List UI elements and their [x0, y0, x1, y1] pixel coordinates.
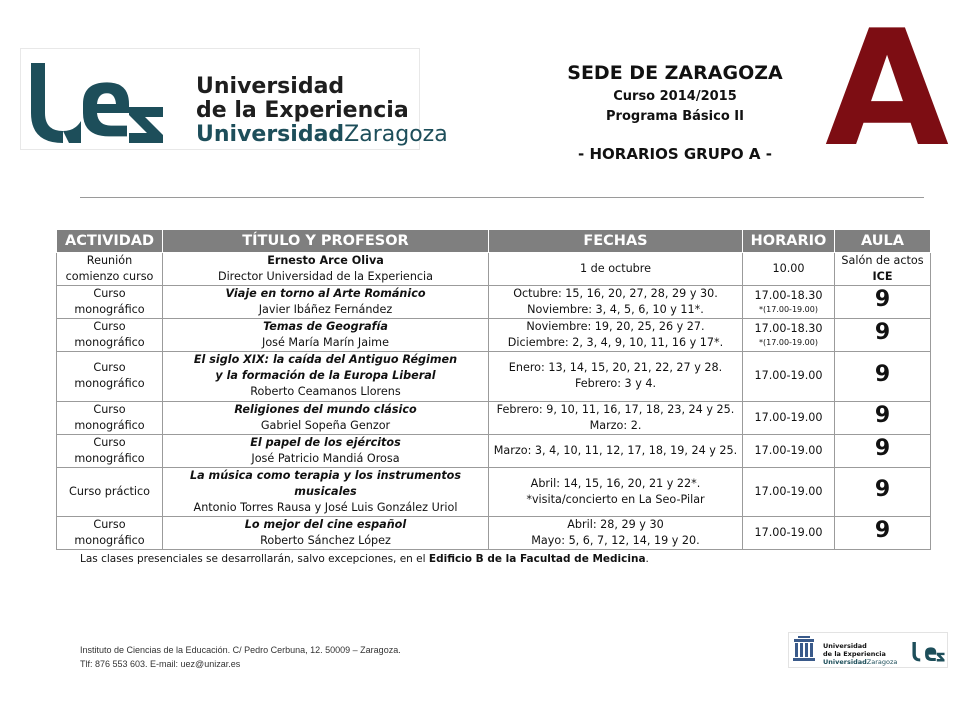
curso-subtitle: Curso 2014/2015	[613, 89, 737, 104]
activity-cell	[57, 401, 163, 434]
dates-text: Noviembre: 19, 20, 25, 26 y 27.	[526, 319, 705, 333]
activity-cell	[57, 467, 163, 516]
schedule-cell	[743, 318, 835, 351]
activity-text: monográfico	[74, 302, 145, 316]
title-cell	[163, 516, 489, 549]
title-cell	[163, 467, 489, 516]
activity-cell	[57, 516, 163, 549]
table-row	[57, 516, 931, 549]
schedule-text: 17.00-19.00	[754, 410, 823, 424]
course-title: El siglo XIX: la caída del Antiguo Régimen	[193, 353, 458, 366]
room-cell	[835, 467, 931, 516]
schedule-cell	[743, 467, 835, 516]
schedule-cell	[743, 351, 835, 401]
course-title: y la formación de la Europa Liberal	[215, 369, 436, 382]
schedule-cell	[743, 285, 835, 318]
room-number: 9	[874, 477, 891, 502]
activity-text: Curso	[93, 361, 126, 374]
note-building: Edificio B de la Facultad de Medicina	[428, 553, 646, 565]
dates-cell	[489, 516, 743, 549]
dates-text: Diciembre: 2, 3, 4, 9, 10, 11, 16 y 17*.	[507, 335, 724, 349]
title-cell	[163, 434, 489, 467]
logo-text-line3	[196, 123, 448, 147]
activity-text: Curso	[93, 517, 126, 531]
schedule-text: 17.00-19.00	[754, 443, 823, 457]
footer-logo-line3-bold: Universidad	[823, 658, 867, 666]
footer-logo-line2: de la Experiencia	[823, 650, 886, 658]
dates-text: Abril: 28, 29 y 30	[567, 517, 664, 531]
activity-cell	[57, 351, 163, 401]
room-cell	[835, 318, 931, 351]
uez-small-logo-icon	[911, 638, 945, 664]
dates-text: Noviembre: 3, 4, 5, 6, 10 y 11*.	[527, 302, 704, 316]
schedule-cell	[743, 434, 835, 467]
room-cell	[835, 434, 931, 467]
professor-name: Roberto Sánchez López	[260, 533, 391, 547]
activity-cell	[57, 318, 163, 351]
dates-cell	[489, 318, 743, 351]
title-cell	[163, 318, 489, 351]
room-number: 9	[874, 518, 891, 543]
activity-text: comienzo curso	[65, 269, 154, 283]
activity-cell	[57, 285, 163, 318]
uez-logo-icon	[25, 55, 165, 145]
activity-text: Curso práctico	[69, 484, 150, 498]
activity-text: monográfico	[74, 377, 145, 390]
schedule-note: *(17.00-19.00)	[759, 305, 818, 314]
professor-name: Antonio Torres Rausa y José Luis González Uriol	[193, 500, 458, 514]
logo-text-line2: de la Experiencia	[196, 98, 409, 123]
schedule-text: 17.00-18.30	[754, 289, 823, 302]
professor-name: Javier Ibáñez Fernández	[258, 302, 393, 316]
table-row	[57, 401, 931, 434]
activity-text: monográfico	[74, 451, 145, 465]
room-cell	[835, 516, 931, 549]
table-row	[57, 434, 931, 467]
room-text: Salón de actos	[841, 253, 924, 267]
activity-text: monográfico	[74, 335, 145, 349]
group-letter: A	[825, 0, 949, 182]
activity-text: Reunión	[86, 253, 133, 267]
dates-text: 1 de octubre	[579, 261, 652, 275]
activity-text: Curso	[93, 319, 126, 333]
location-note	[80, 553, 649, 565]
schedule-text: 10.00	[772, 261, 805, 275]
table-row	[57, 318, 931, 351]
footer-logo	[788, 632, 948, 668]
professor-name: José María Marín Jaime	[262, 335, 389, 349]
dates-text: *visita/concierto en La Seo-Pilar	[526, 492, 705, 506]
footer-phone-email: Tlf: 876 553 603. E-mail: uez@unizar.es	[80, 659, 241, 669]
schedule-cell	[743, 516, 835, 549]
schedule-table	[56, 230, 931, 550]
activity-text: Curso	[93, 286, 126, 300]
table-row	[57, 351, 931, 401]
dates-text: Marzo: 3, 4, 10, 11, 12, 17, 18, 19, 24 y 25.	[493, 443, 738, 457]
header-divider	[80, 197, 924, 198]
university-crest-icon	[792, 635, 816, 665]
column-header: ACTIVIDAD	[57, 230, 163, 252]
column-header: TÍTULO Y PROFESOR	[163, 230, 489, 252]
professor-name: Director Universidad de la Experiencia	[217, 269, 434, 283]
schedule-text: 17.00-19.00	[754, 369, 823, 382]
activity-text: Curso	[93, 435, 126, 449]
footer-address: Instituto de Ciencias de la Educación. C/ Pedro Cerbuna, 12. 50009 – Zaragoza.	[80, 645, 401, 655]
activity-text: monográfico	[74, 533, 145, 547]
table-header-row	[57, 230, 931, 252]
schedule-cell	[743, 252, 835, 285]
dates-cell	[489, 401, 743, 434]
professor-name: Roberto Ceamanos Llorens	[250, 385, 401, 398]
room-text: ICE	[872, 269, 893, 283]
room-number: 9	[874, 361, 891, 387]
dates-text: Octubre: 15, 16, 20, 27, 28, 29 y 30.	[513, 286, 718, 300]
table-row	[57, 467, 931, 516]
title-cell	[163, 351, 489, 401]
room-cell	[835, 252, 931, 285]
room-number: 9	[874, 320, 891, 345]
professor-name: José Patricio Mandiá Orosa	[251, 451, 400, 465]
horarios-heading: - HORARIOS GRUPO A -	[578, 145, 772, 163]
professor-name: Gabriel Sopeña Genzor	[260, 418, 391, 432]
schedule-text: 17.00-19.00	[754, 525, 823, 539]
schedule-note: *(17.00-19.00)	[759, 338, 818, 347]
footer-contact	[80, 643, 401, 671]
university-logo	[20, 48, 448, 150]
dates-text: Enero: 13, 14, 15, 20, 21, 22, 27 y 28.	[508, 361, 723, 374]
dates-cell	[489, 252, 743, 285]
course-title: Viaje en torno al Arte Románico	[225, 286, 426, 300]
dates-text: Marzo: 2.	[589, 418, 642, 432]
dates-cell	[489, 467, 743, 516]
room-cell	[835, 401, 931, 434]
column-header: AULA	[835, 230, 931, 252]
course-title: El papel de los ejércitos	[250, 435, 401, 449]
course-title: Religiones del mundo clásico	[234, 402, 417, 416]
dates-text: Febrero: 9, 10, 11, 16, 17, 18, 23, 24 y 25.	[496, 402, 735, 416]
course-title: Temas de Geografía	[263, 319, 388, 333]
dates-text: Abril: 14, 15, 16, 20, 21 y 22*.	[530, 476, 701, 490]
title-cell	[163, 401, 489, 434]
dates-cell	[489, 434, 743, 467]
dates-cell	[489, 351, 743, 401]
schedule-cell	[743, 401, 835, 434]
room-number: 9	[874, 403, 891, 428]
course-title: Ernesto Arce Oliva	[267, 253, 384, 267]
footer-logo-line1: Universidad	[823, 642, 867, 650]
footer-logo-line3-light: Zaragoza	[866, 658, 898, 666]
note-suffix: .	[645, 553, 649, 565]
sede-title: SEDE DE ZARAGOZA	[567, 62, 783, 84]
table-row	[57, 285, 931, 318]
dates-text: Febrero: 3 y 4.	[574, 377, 657, 390]
room-number: 9	[874, 436, 891, 461]
room-cell	[835, 285, 931, 318]
dates-cell	[489, 285, 743, 318]
note-prefix: Las clases presenciales se desarrollarán, salvo excepciones, en el	[80, 553, 429, 565]
footer-logo-line3	[823, 658, 897, 666]
course-title: Lo mejor del cine español	[244, 517, 407, 531]
programa-subtitle: Programa Básico II	[606, 109, 744, 124]
title-cell	[163, 285, 489, 318]
logo-text-line3-light: Zaragoza	[344, 122, 448, 147]
title-cell	[163, 252, 489, 285]
room-number: 9	[874, 287, 891, 312]
column-header: HORARIO	[743, 230, 835, 252]
course-title: La música como terapia y los instrumentos musicales	[189, 468, 462, 498]
logo-text-line1: Universidad	[196, 74, 345, 99]
schedule-text: 17.00-19.00	[754, 484, 823, 498]
logo-text-line3-bold: Universidad	[196, 122, 345, 147]
column-header: FECHAS	[489, 230, 743, 252]
activity-cell	[57, 434, 163, 467]
room-cell	[835, 351, 931, 401]
activity-text: monográfico	[74, 418, 145, 432]
table-row	[57, 252, 931, 285]
activity-text: Curso	[93, 402, 126, 416]
dates-text: Mayo: 5, 6, 7, 12, 14, 19 y 20.	[531, 533, 700, 547]
schedule-text: 17.00-18.30	[754, 322, 823, 335]
activity-cell	[57, 252, 163, 285]
